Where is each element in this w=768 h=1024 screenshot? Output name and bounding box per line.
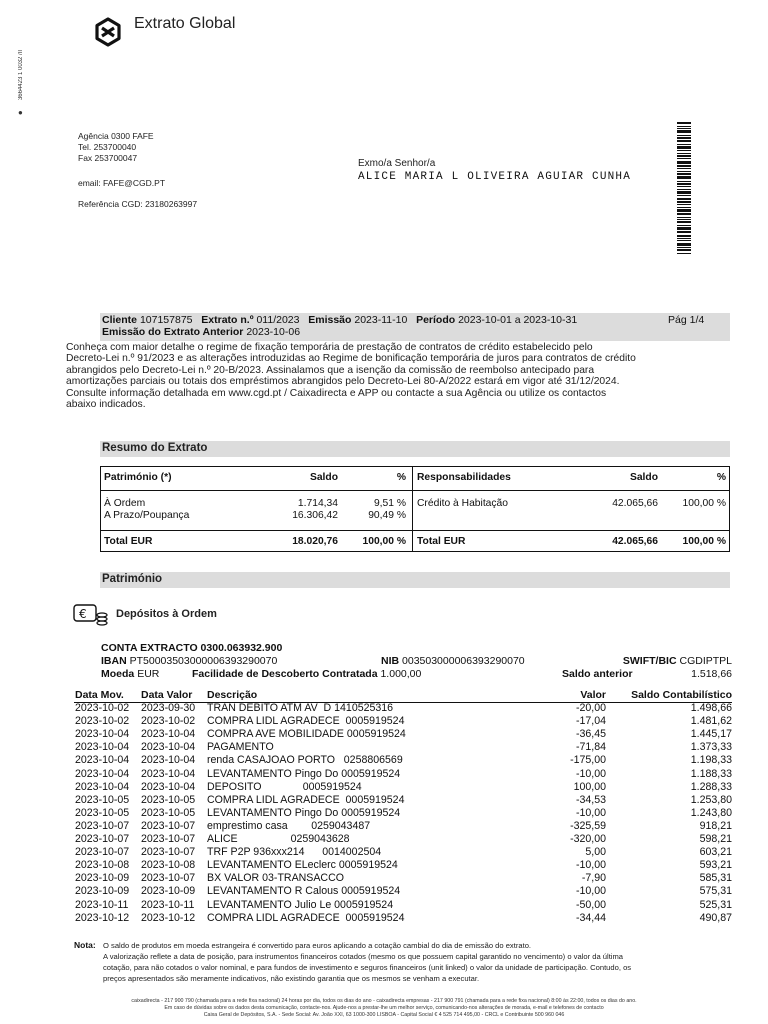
tx-balance: 1.198,33 (690, 754, 732, 767)
tx-description: PAGAMENTO (207, 741, 274, 754)
tx-date-mov: 2023-10-02 (75, 702, 130, 714)
issue-label: Emissão (308, 314, 352, 326)
barcode (677, 122, 691, 248)
tx-date-val: 2023-10-07 (141, 833, 196, 845)
barcode-bar (677, 249, 691, 251)
tx-value: -10,00 (575, 767, 606, 780)
tx-value: -17,04 (575, 715, 606, 728)
barcode-bar (677, 240, 691, 241)
barcode-bar (677, 155, 691, 157)
barcode-bar (677, 189, 691, 190)
side-bullet-icon: ● (18, 108, 23, 117)
liability-name: Crédito à Habitação (417, 498, 509, 509)
barcode-bar (677, 161, 691, 164)
note-line: preços apresentados são meramente indicativos, não existindo garantia que os mesmos se venham a executar. (103, 974, 480, 983)
addressee-name: ALICE MARIA L OLIVEIRA AGUIAR CUNHA (358, 171, 632, 183)
barcode-bar (677, 153, 691, 154)
col-date-mov: Data Mov. (75, 689, 124, 701)
tx-date-val: 2023-10-07 (141, 846, 196, 859)
nib-value: 003503000006393290070 (402, 655, 525, 667)
barcode-bar (677, 146, 691, 149)
previous-statement-row (102, 326, 300, 338)
barcode-bar (677, 130, 691, 133)
tx-description: LEVANTAMENTO R Calous 0005919524 (207, 885, 401, 898)
previous-balance-label: Saldo anterior (562, 668, 633, 680)
tx-date-val: 2023-10-11 (141, 898, 195, 911)
note-label: Nota: (74, 940, 96, 950)
assets-total-pct: 100,00 % (362, 536, 406, 547)
account-title-text: CONTA EXTRACTO 0300.063932.900 (101, 642, 283, 654)
barcode-bar (677, 176, 691, 179)
assets-total-value: 18.020,76 (292, 536, 338, 547)
tx-value: -175,00 (570, 754, 606, 767)
barcode-bar (677, 122, 691, 124)
footer-contacts: caixadirecta - 217 900 790 (chamada para a rede fixa nacional) 24 horas por dia, todos os dias do ano - caixadirecta empresas - 217 900 791 (chamada para a rede fixa nacional) 8:00 às 22:00, todos os dias do ano. (131, 998, 637, 1004)
liabilities-total-label: Total EUR (417, 536, 466, 547)
tx-date-mov: 2023-10-04 (75, 767, 130, 780)
barcode-bar (677, 128, 691, 129)
summary-divider (412, 466, 413, 552)
overdraft-label: Facilidade de Descoberto Contratada (192, 668, 378, 680)
tx-date-mov: 2023-10-09 (75, 872, 130, 885)
barcode-bar (677, 150, 691, 151)
tx-date-mov: 2023-10-04 (75, 728, 130, 741)
col-date-val: Data Valor (141, 689, 193, 701)
barcode-bar (677, 135, 691, 136)
tx-date-mov: 2023-10-11 (75, 898, 129, 911)
note-line: O saldo de produtos em moeda estrangeira é convertido para euros aplicando a cotação cambial do dia de emissão do extrato. (103, 941, 532, 950)
tx-description: emprestimo casa 0259043487 (207, 819, 371, 832)
tx-description: COMPRA LIDL AGRADECE 0005919524 (207, 715, 405, 728)
tx-value: -71,84 (575, 741, 606, 754)
extract-label: Extrato n.º (201, 314, 254, 326)
swift-label: SWIFT/BIC (622, 655, 677, 667)
tx-value: -325,59 (570, 819, 606, 832)
tx-date-val: 2023-10-05 (141, 793, 196, 806)
addressee-greeting: Exmo/a Senhor/a (358, 158, 436, 169)
tx-value: 100,00 (573, 780, 606, 793)
tx-balance: 1.288,33 (690, 780, 732, 793)
col-desc: Descrição (207, 689, 258, 701)
asset-pct: 9,51 % (373, 498, 406, 509)
liabilities-header: Responsabilidades (417, 472, 511, 483)
col-balance: Saldo Contabilístico (631, 689, 732, 701)
barcode-bar (677, 173, 691, 175)
notice-line: Consulte informação detalhada em www.cgd.pt / Caixadirecta e APP ou contacte a sua Agência ou utilize os contactos (66, 387, 607, 399)
liability-balance: 42.065,66 (612, 498, 658, 509)
tx-date-mov: 2023-10-04 (75, 780, 130, 793)
tx-balance: 1.481,62 (690, 715, 732, 728)
deposits-label: Depósitos à Ordem (116, 608, 217, 620)
notice-line: Conheça com maior detalhe o regime de fixação temporária de prestação de contratos de crédito estabelecido pelo (66, 342, 593, 353)
tx-balance: 1.445,17 (690, 728, 732, 741)
patrimony-section-title: Património (100, 572, 730, 588)
notice-line: abaixo indicados. (66, 399, 146, 411)
summary-header-rule (100, 490, 730, 491)
extract-value: 011/2023 (256, 314, 300, 326)
agency-name: Agência 0300 FAFE (78, 131, 154, 141)
overdraft-value: 1.000,00 (380, 668, 422, 680)
footer-notice: Em caso de dúvidas sobre os dados desta comunicação, contacte-nos. Ajude-nos a prestar-lhe um melhor serviço, comunicando-nos alterações de morada, e-mail e telefones de contacto (164, 1005, 604, 1011)
swift-row (560, 655, 732, 667)
barcode-bar (677, 231, 691, 233)
tx-description: LEVANTAMENTO Pingo Do 0005919524 (207, 767, 401, 780)
tx-date-val: 2023-10-07 (141, 819, 196, 832)
previous-statement-value: 2023-10-06 (246, 326, 301, 338)
tx-balance: 1.373,33 (690, 741, 732, 754)
liability-pct: 100,00 % (682, 498, 726, 509)
overdraft-row (192, 668, 421, 680)
barcode-bar (677, 181, 691, 182)
barcode-bar (677, 144, 691, 145)
agency-fax: Fax 253700047 (78, 153, 138, 163)
tx-date-val: 2023-09-30 (141, 702, 196, 714)
tx-description: COMPRA LIDL AGRADECE 0005919524 (207, 793, 405, 806)
notice-paragraph (66, 342, 716, 410)
page-number: Pág 1/4 (668, 314, 705, 326)
barcode-bar (677, 207, 691, 208)
barcode-bar (677, 219, 691, 220)
asset-name: A Prazo/Poupança (104, 510, 190, 521)
tx-balance: 525,31 (699, 898, 732, 911)
currency-value: EUR (137, 668, 160, 680)
tx-date-mov: 2023-10-07 (75, 819, 130, 832)
tx-date-mov: 2023-10-09 (75, 885, 130, 898)
period-value: 2023-10-01 a 2023-10-31 (458, 314, 578, 326)
barcode-bar (677, 198, 691, 200)
tx-date-val: 2023-10-04 (141, 754, 196, 767)
notice-line: abrangidos pelo Decreto-Lei n.º 20-B/2023. Assinalamos que a isenção da comissão de reembolso antecipado para (66, 364, 595, 376)
barcode-bar (677, 204, 691, 205)
tx-date-val: 2023-10-05 (141, 806, 196, 819)
barcode-bar (677, 140, 691, 142)
period-label: Período (416, 314, 456, 326)
tx-date-mov: 2023-10-07 (75, 846, 130, 859)
tx-balance: 1.498,66 (690, 702, 732, 714)
col-value: Valor (580, 689, 606, 701)
assets-balance-header: Saldo (309, 472, 338, 483)
cgd-logo-icon (92, 16, 124, 48)
tx-date-val: 2023-10-07 (141, 872, 196, 885)
tx-date-val: 2023-10-02 (141, 715, 196, 728)
barcode-bar (677, 227, 691, 230)
assets-total-label: Total EUR (104, 536, 153, 547)
barcode-bar (677, 186, 691, 187)
liabilities-pct-header: % (716, 472, 726, 483)
tx-balance: 575,31 (699, 885, 732, 898)
barcode-bar (677, 247, 691, 248)
tx-date-mov: 2023-10-05 (75, 806, 130, 819)
tx-description: COMPRA AVE MOBILIDADE 0005919524 (207, 728, 406, 741)
agency-reference: Referência CGD: 23180263997 (78, 199, 198, 209)
notice-line: amortizações parciais ou totais dos empréstimos abrangidos pelo Decreto-Lei 80-A/2022 estará em vigor até 31/12/2024. (66, 376, 620, 388)
agency-email: email: FAFE@CGD.PT (78, 178, 166, 188)
tx-balance: 1.253,80 (690, 793, 732, 806)
tx-balance: 1.188,33 (690, 767, 732, 780)
tx-balance: 490,87 (699, 911, 732, 924)
currency-label: Moeda (101, 668, 135, 680)
tx-value: -34,44 (575, 911, 606, 924)
tx-value: -10,00 (575, 885, 606, 898)
tx-date-mov: 2023-10-02 (75, 715, 130, 728)
assets-header: Património (*) (104, 472, 172, 483)
barcode-bar (677, 243, 691, 246)
tx-date-mov: 2023-10-08 (75, 859, 130, 872)
iban-value: PT50003503000006393290070 (129, 655, 278, 667)
barcode-bar (677, 158, 691, 159)
asset-name: À Ordem (104, 498, 146, 509)
tx-date-val: 2023-10-04 (141, 780, 196, 793)
barcode-bar (677, 191, 691, 194)
tx-description: LEVANTAMENTO Julio Le 0005919524 (207, 898, 394, 911)
tx-date-val: 2023-10-04 (141, 728, 196, 741)
note-line: cotação, para não cotados o valor nominal, e para fundos de investimento e seguros financeiros (unit linked) o valor da unidade de participação. Contudo, os (103, 963, 632, 972)
barcode-bar (677, 171, 691, 172)
iban-row (101, 655, 277, 667)
barcode-bar (677, 183, 691, 185)
summary-total-rule (100, 530, 730, 531)
tx-description: ALICE 0259043628 (207, 833, 350, 845)
svg-text:€: € (79, 607, 87, 621)
tx-value: -7,90 (581, 872, 606, 885)
previous-statement-label: Emissão do Extrato Anterior (102, 326, 244, 338)
tx-description: TRAN DEBITO ATM AV D 1410525316 (207, 702, 394, 714)
liabilities-balance-header: Saldo (629, 472, 658, 483)
tx-date-mov: 2023-10-12 (75, 911, 130, 924)
tx-date-val: 2023-10-09 (141, 885, 196, 898)
barcode-bar (677, 165, 691, 167)
side-code: 3664423 1 0032 /II (18, 50, 24, 101)
tx-description: LEVANTAMENTO Pingo Do 0005919524 (207, 806, 401, 819)
barcode-bar (677, 137, 691, 139)
tx-balance: 918,21 (699, 819, 732, 832)
barcode-bar (677, 195, 691, 196)
barcode-bar (677, 126, 691, 127)
tx-value: -50,00 (575, 898, 606, 911)
barcode-bar (677, 235, 691, 237)
tx-description: BX VALOR 03-TRANSACCO (207, 872, 344, 885)
iban-label: IBAN (101, 655, 127, 667)
tx-date-mov: 2023-10-04 (75, 741, 130, 754)
barcode-bar (677, 209, 691, 212)
swift-value: CGDIPTPL (679, 655, 732, 667)
barcode-bar (677, 217, 691, 218)
barcode-bar (677, 213, 691, 215)
tx-date-val: 2023-10-04 (141, 741, 196, 754)
barcode-bar (677, 201, 691, 203)
liabilities-total-pct: 100,00 % (682, 536, 726, 547)
document-title: Extrato Global (134, 15, 236, 32)
barcode-bar (677, 253, 691, 254)
tx-description: DEPOSITO 0005919524 (207, 780, 362, 793)
barcode-bar (677, 238, 691, 239)
tx-value: -10,00 (575, 806, 606, 819)
barcode-bar (677, 221, 691, 223)
tx-description: renda CASAJOAO PORTO 0258806569 (207, 754, 403, 767)
tx-balance: 598,21 (699, 833, 732, 845)
footer-legal: Caixa Geral de Depósitos, S.A. - Sede Social: Av. João XXI, 63 1000-300 LISBOA - Capital Social € 4 525 714 495,00 - CRCL e Contribuinte 500 960 046 (203, 1012, 565, 1018)
tx-date-mov: 2023-10-07 (75, 833, 130, 845)
client-value: 107157875 (139, 314, 193, 326)
assets-pct-header: % (396, 472, 406, 483)
tx-balance: 585,31 (699, 872, 732, 885)
tx-value: -36,45 (575, 728, 606, 741)
asset-balance: 16.306,42 (292, 510, 338, 521)
tx-date-val: 2023-10-04 (141, 767, 196, 780)
tx-value: 5,00 (585, 846, 606, 859)
tx-balance: 1.243,80 (690, 806, 732, 819)
tx-date-val: 2023-10-08 (141, 859, 196, 872)
tx-balance: 603,21 (699, 846, 732, 859)
note-line: A valorização reflete a data de posição, para instrumentos financeiros cotados (mesmo os que possuem capital garantido no vencimento) o valor da última (103, 952, 624, 961)
account-title (101, 642, 282, 654)
liabilities-total-value: 42.065,66 (612, 536, 658, 547)
barcode-bar (677, 225, 691, 226)
nib-row (381, 655, 525, 667)
tx-value: -10,00 (575, 859, 606, 872)
currency-row (101, 668, 159, 680)
summary-section-title: Resumo do Extrato (100, 441, 730, 457)
issue-value: 2023-11-10 (354, 314, 408, 326)
client-label: Cliente (102, 314, 138, 326)
nib-label: NIB (381, 655, 400, 667)
statement-info-row (102, 314, 577, 326)
deposit-money-icon (73, 604, 109, 626)
tx-value: -20,00 (575, 702, 606, 714)
asset-pct: 90,49 % (368, 510, 406, 521)
tx-value: -34,53 (575, 793, 606, 806)
tx-description: LEVANTAMENTO ELeclerc 0005919524 (207, 859, 398, 872)
tx-value: -320,00 (570, 833, 606, 845)
agency-phone: Tel. 253700040 (78, 142, 137, 152)
tx-description: COMPRA LIDL AGRADECE 0005919524 (207, 911, 405, 924)
barcode-bar (677, 168, 691, 169)
previous-balance-value: 1.518,66 (691, 668, 732, 680)
notice-line: Decreto-Lei n.º 91/2023 e as alterações introduzidas ao Regime de bonificação temporária de juros para contratos de crédito (66, 353, 636, 365)
tx-date-mov: 2023-10-04 (75, 754, 130, 767)
tx-balance: 593,21 (699, 859, 732, 872)
tx-description: TRF P2P 936xxx214 0014002504 (207, 846, 382, 859)
tx-date-mov: 2023-10-05 (75, 793, 130, 806)
asset-balance: 1.714,34 (297, 498, 338, 509)
tx-date-val: 2023-10-12 (141, 911, 196, 924)
